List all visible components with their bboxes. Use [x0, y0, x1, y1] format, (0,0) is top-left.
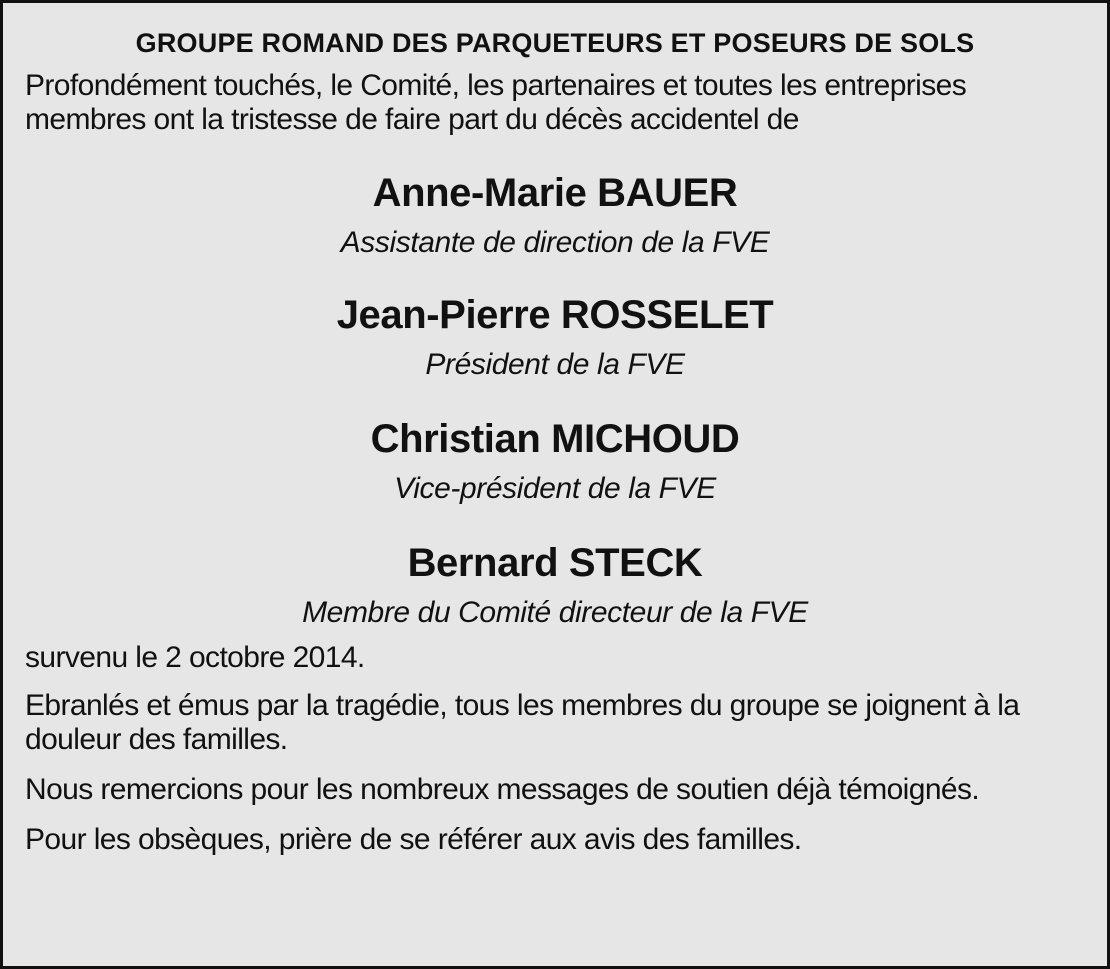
person-role: Membre du Comité directeur de la FVE [302, 596, 808, 629]
intro-text: Profondément touchés, le Comité, les partenaires et toutes les entreprises membres ont la tristesse de faire part du décès accidentel de [25, 69, 967, 136]
person-name: Christian MICHOUD [370, 417, 740, 461]
person-name: Jean-Pierre ROSSELET [336, 293, 774, 337]
condolence-paragraph: Ebranlés et émus par la tragédie, tous les membres du groupe se joignent à la douleur des familles. [25, 689, 1020, 756]
person-role: Assistante de direction de la FVE [340, 226, 770, 259]
person-entry-michoud [25, 415, 1085, 507]
person-role: Vice-président de la FVE [394, 472, 716, 505]
person-name: Anne-Marie BAUER [372, 171, 738, 215]
person-entry-bauer [25, 169, 1085, 261]
person-name: Bernard STECK [407, 541, 703, 585]
person-entry-rosselet [25, 291, 1085, 383]
funeral-info-paragraph: Pour les obsèques, prière de se référer aux avis des familles. [25, 823, 802, 856]
person-role: Président de la FVE [425, 348, 685, 381]
date-line: survenu le 2 octobre 2014. [25, 641, 365, 674]
person-entry-steck [25, 539, 1085, 631]
organization-title: GROUPE ROMAND DES PARQUETEURS ET POSEURS DE SOLS [135, 28, 975, 58]
thanks-paragraph: Nous remercions pour les nombreux messages de soutien déjà témoignés. [25, 773, 980, 806]
